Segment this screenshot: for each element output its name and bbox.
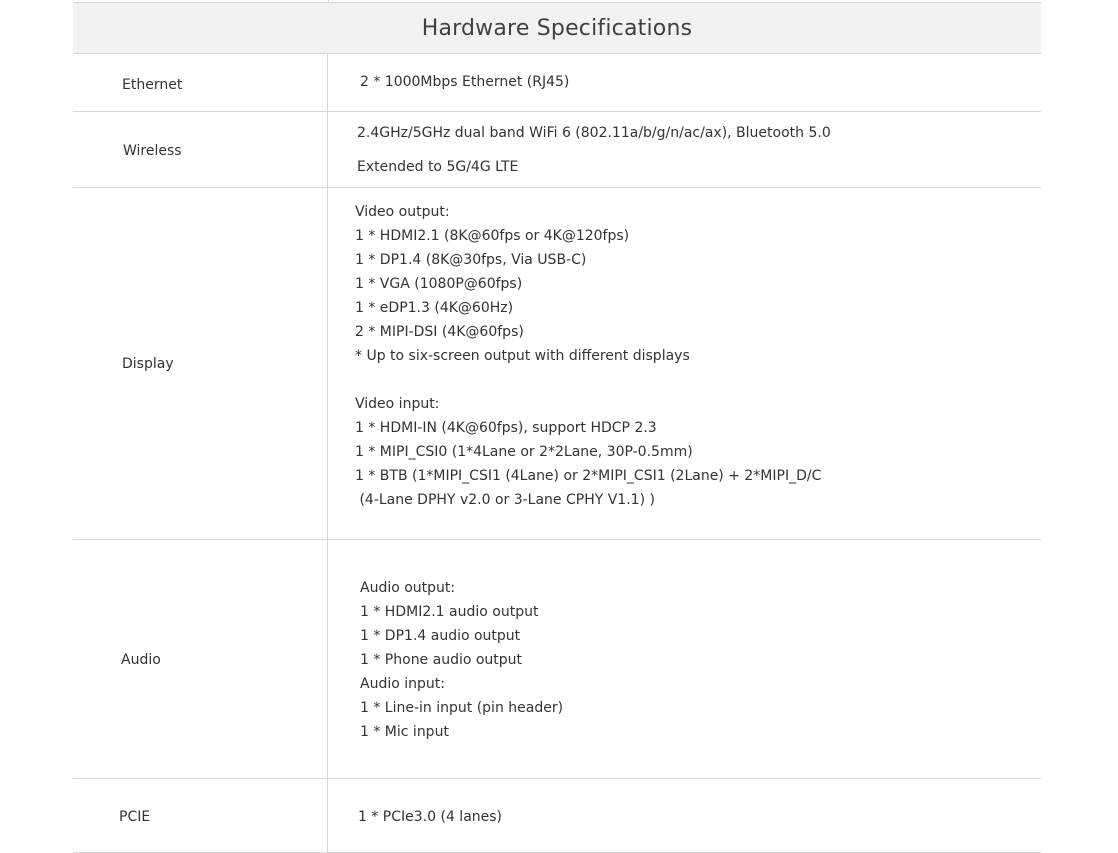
spec-line: 1 * HDMI2.1 audio output [360, 604, 539, 620]
spec-line: Audio output: [360, 580, 456, 596]
spec-value [328, 540, 1041, 778]
spec-value [328, 188, 1041, 539]
spec-row-audio [73, 540, 1041, 779]
spec-line: 1 * VGA (1080P@60fps) [355, 276, 523, 292]
spec-value [328, 779, 1041, 852]
spec-row-pcie [73, 779, 1041, 853]
spec-line: 2 * 1000Mbps Ethernet (RJ45) [360, 73, 570, 90]
spec-line: 1 * Phone audio output [360, 652, 523, 668]
table-title: Hardware Specifications [73, 3, 1041, 54]
spec-label: Wireless [73, 112, 328, 187]
spec-line: (4-Lane DPHY v2.0 or 3-Lane CPHY V1.1) ) [355, 492, 655, 508]
spec-line: 1 * eDP1.3 (4K@60Hz) [355, 300, 514, 316]
spec-row-ethernet [73, 54, 1041, 112]
spec-value [328, 54, 1041, 111]
spec-line: Audio input: [360, 676, 445, 692]
spec-label: PCIE [73, 779, 328, 852]
spec-line: 1 * BTB (1*MIPI_CSI1 (4Lane) or 2*MIPI_CSI1 (2Lane) + 2*MIPI_D/C [355, 468, 822, 484]
spec-line: 1 * HDMI-IN (4K@60fps), support HDCP 2.3 [355, 420, 657, 436]
spec-row-wireless [73, 112, 1041, 188]
spec-line: Video output: [355, 204, 450, 220]
spec-label: Audio [73, 540, 328, 778]
spec-line: 1 * Mic input [360, 724, 449, 740]
spec-line: Video input: [355, 396, 440, 412]
spec-line: 1 * DP1.4 (8K@30fps, Via USB-C) [355, 252, 587, 268]
spec-line-blank [355, 368, 1041, 392]
spec-line: 1 * DP1.4 audio output [360, 628, 521, 644]
hardware-specifications-table [73, 2, 1041, 853]
spec-row-display [73, 188, 1041, 540]
spec-line: 1 * HDMI2.1 (8K@60fps or 4K@120fps) [355, 228, 630, 244]
spec-line: 2 * MIPI-DSI (4K@60fps) [355, 324, 524, 340]
spec-line: * Up to six-screen output with different displays [355, 348, 690, 364]
spec-line: 1 * Line-in input (pin header) [360, 700, 564, 716]
spec-line: Extended to 5G/4G LTE [357, 158, 519, 175]
spec-line: 2.4GHz/5GHz dual band WiFi 6 (802.11a/b/g/n/ac/ax), Bluetooth 5.0 [357, 124, 831, 141]
spec-line: 1 * PCIe3.0 (4 lanes) [358, 808, 503, 825]
spec-value [328, 112, 1041, 187]
spec-line: 1 * MIPI_CSI0 (1*4Lane or 2*2Lane, 30P-0.5mm) [355, 444, 693, 460]
spec-label: Ethernet [73, 54, 328, 111]
spec-label: Display [73, 188, 328, 539]
